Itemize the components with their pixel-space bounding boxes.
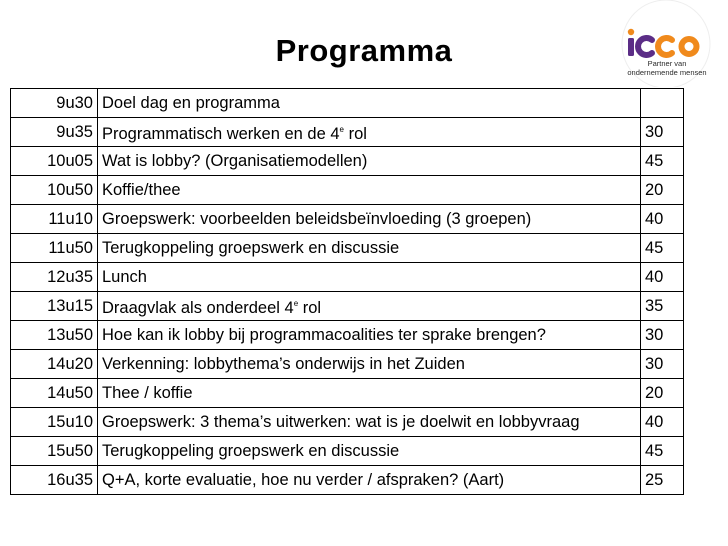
table-row [11, 321, 684, 350]
time-cell: 12u35 [11, 263, 98, 292]
minutes-cell: 40 [641, 408, 684, 437]
description-cell [98, 292, 641, 321]
description-text: Wat is lobby? (Organisatiemodellen) [102, 152, 368, 170]
table-row [11, 466, 684, 495]
description-text: Terugkoppeling groepswerk en discussie [102, 239, 400, 257]
description-text: Hoe kan ik lobby bij programmacoalities ter sprake brengen? [102, 326, 546, 344]
time-cell: 11u10 [11, 205, 98, 234]
table-row [11, 379, 684, 408]
table-row [11, 118, 684, 147]
table-row [11, 350, 684, 379]
logo-tagline-2: ondernemende mensen [627, 68, 707, 77]
description-cell [98, 350, 641, 379]
description-cell [98, 437, 641, 466]
description-cell [98, 89, 641, 118]
minutes-cell: 20 [641, 379, 684, 408]
time-cell: 14u50 [11, 379, 98, 408]
description-cell [98, 147, 641, 176]
table-row [11, 176, 684, 205]
description-text: Programmatisch werken en de 4 [102, 125, 340, 143]
icco-logo [606, 0, 728, 87]
ordinal-superscript: e [293, 299, 299, 308]
time-cell: 11u50 [11, 234, 98, 263]
time-cell: 13u50 [11, 321, 98, 350]
time-cell: 9u35 [11, 118, 98, 147]
minutes-cell: 45 [641, 437, 684, 466]
table-row [11, 234, 684, 263]
minutes-cell: 35 [641, 292, 684, 321]
minutes-cell: 30 [641, 350, 684, 379]
time-cell: 16u35 [11, 466, 98, 495]
time-cell: 15u50 [11, 437, 98, 466]
table-row [11, 292, 684, 321]
description-text-after: rol [298, 299, 322, 317]
description-text: Groepswerk: 3 thema’s uitwerken: wat is je doelwit en lobbyvraag [102, 413, 580, 431]
time-cell: 15u10 [11, 408, 98, 437]
table-row [11, 205, 684, 234]
ordinal-superscript: e [339, 125, 344, 134]
description-text: Lunch [102, 268, 147, 286]
time-cell: 10u50 [11, 176, 98, 205]
description-cell [98, 379, 641, 408]
minutes-cell: 45 [641, 234, 684, 263]
time-cell: 14u20 [11, 350, 98, 379]
minutes-cell: 45 [641, 147, 684, 176]
description-text: Groepswerk: voorbeelden beleidsbeïnvloeding (3 groepen) [102, 210, 532, 228]
minutes-cell: 30 [641, 118, 684, 147]
description-text: Koffie/thee [102, 181, 181, 199]
logo-tagline-1: Partner van [647, 59, 687, 68]
time-cell: 9u30 [11, 89, 98, 118]
minutes-cell: 40 [641, 263, 684, 292]
table-row [11, 89, 684, 118]
table-row [11, 263, 684, 292]
description-text: Draagvlak als onderdeel 4 [102, 299, 294, 317]
description-text: Q+A, korte evaluatie, hoe nu verder / afspraken? (Aart) [102, 471, 505, 489]
description-cell [98, 118, 641, 147]
minutes-cell [641, 89, 684, 118]
description-text: Doel dag en programma [102, 94, 280, 112]
description-cell [98, 321, 641, 350]
description-cell [98, 466, 641, 495]
description-text-after: rol [343, 125, 367, 143]
table-row [11, 408, 684, 437]
description-cell [98, 234, 641, 263]
description-text: Verkenning: lobbythema’s onderwijs in het Zuiden [102, 355, 465, 373]
description-cell [98, 263, 641, 292]
minutes-cell: 25 [641, 466, 684, 495]
minutes-cell: 20 [641, 176, 684, 205]
table-row [11, 147, 684, 176]
minutes-cell: 30 [641, 321, 684, 350]
description-text: Terugkoppeling groepswerk en discussie [102, 442, 400, 460]
page-title: Programma [275, 33, 453, 68]
program-table [10, 88, 684, 495]
time-cell: 10u05 [11, 147, 98, 176]
description-text: Thee / koffie [102, 384, 193, 402]
table-row [11, 437, 684, 466]
description-cell [98, 176, 641, 205]
time-cell: 13u15 [11, 292, 98, 321]
description-cell [98, 408, 641, 437]
minutes-cell: 40 [641, 205, 684, 234]
description-cell [98, 205, 641, 234]
